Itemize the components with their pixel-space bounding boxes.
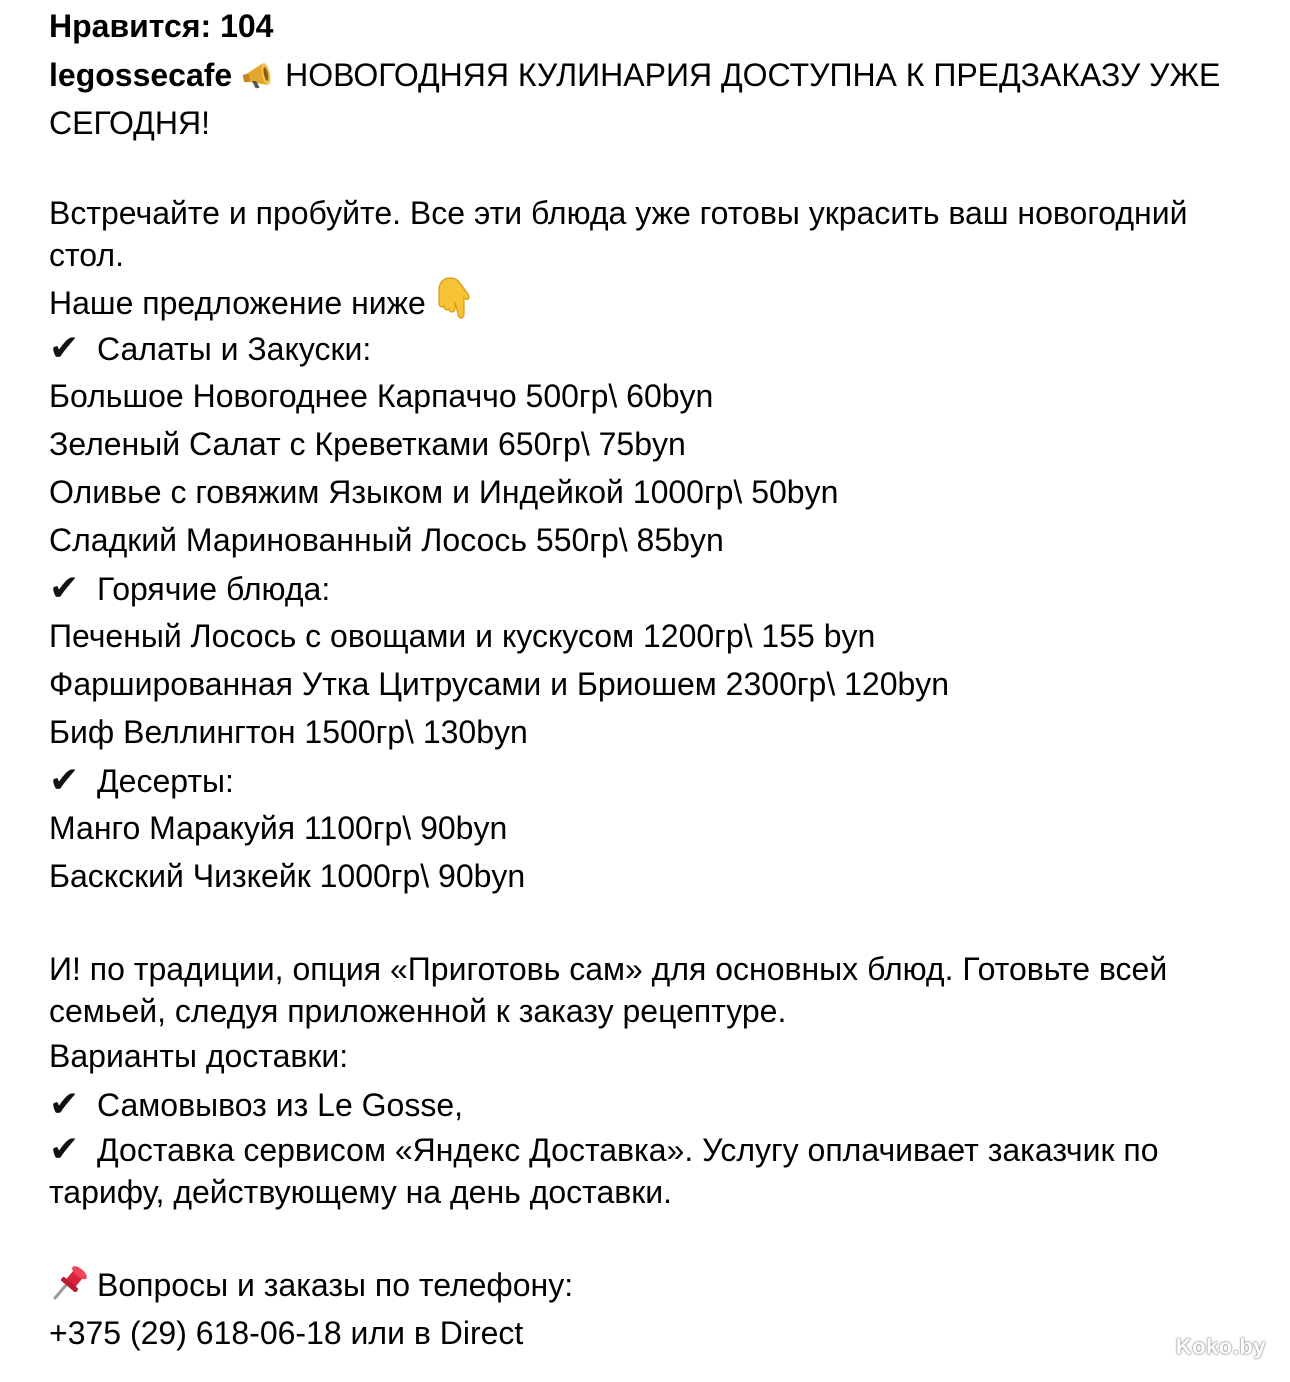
check-mark-icon: ✔ (49, 759, 80, 800)
check-mark-icon: ✔ (49, 1128, 80, 1169)
menu-item: Большое Новогоднее Карпаччо 500гр\ 60byn (49, 378, 714, 414)
offer-text: Наше предложение ниже (49, 285, 426, 321)
likes-count[interactable]: Нравится: 104 (49, 8, 274, 44)
contacts-title: Вопросы и заказы по телефону: (49, 1261, 1249, 1309)
menu-item: Печеный Лосось с овощами и кускусом 1200гр\ 155 byn (49, 618, 876, 654)
menu-item: Зеленый Салат с Креветками 650гр\ 75byn (49, 426, 686, 462)
caption-headline (49, 54, 1249, 144)
delivery-option: ✔ Самовывоз из Le Gosse, (49, 1080, 1249, 1128)
megaphone-icon (241, 58, 281, 102)
check-mark-icon: ✔ (49, 567, 80, 608)
spacer (49, 1213, 1249, 1261)
delivery-option: ✔ Доставка сервисом «Яндекс Доставка». Услугу оплачивает заказчик по тарифу, действующему на день доставки. (49, 1128, 1159, 1210)
pushpin-icon (49, 1262, 93, 1315)
pointing-down-icon (435, 276, 471, 333)
delivery-title: Варианты доставки: (49, 1038, 349, 1074)
menu-item: Манго Маракуйя 1100гр\ 90byn (49, 810, 508, 846)
watermark-logo: Koko.by (1175, 1334, 1266, 1359)
tradition-text: И! по традиции, опция «Приготовь сам» для основных блюд. Готовьте всей семьей, следуя приложенной к заказу рецептуре. (49, 951, 1168, 1029)
menu-item: Сладкий Маринованный Лосось 550гр\ 85byn (49, 522, 724, 558)
menu-item: Оливье с говяжим Языком и Индейкой 1000гр\ 50byn (49, 474, 839, 510)
spacer (49, 144, 1249, 192)
menu-item: Фаршированная Утка Цитрусами и Бриошем 2300гр\ 120byn (49, 666, 950, 702)
menu-item: Биф Веллингтон 1500гр\ 130byn (49, 714, 528, 750)
check-mark-icon: ✔ (49, 327, 80, 368)
check-mark-icon: ✔ (49, 1083, 80, 1124)
menu-item: Баскский Чизкейк 1000гр\ 90byn (49, 858, 526, 894)
section-title-hot: ✔ Горячие блюда: (49, 564, 1249, 612)
offer-line (49, 276, 1249, 324)
section-title-desserts: ✔ Десерты: (49, 756, 1249, 804)
contacts-phone[interactable]: +375 (29) 618-06-18 или в Direct (49, 1315, 524, 1351)
section-title-salads: ✔ Салаты и Закуски: (49, 324, 1249, 372)
spacer (49, 900, 1249, 948)
username-link[interactable]: legossecafe (49, 57, 233, 93)
headline-text: НОВОГОДНЯЯ КУЛИНАРИЯ ДОСТУПНА К ПРЕДЗАКАЗУ УЖЕ СЕГОДНЯ! (49, 57, 1230, 141)
intro-text: Встречайте и пробуйте. Все эти блюда уже готовы украсить ваш новогодний стол. (49, 195, 1188, 273)
post-caption (49, 6, 1249, 1357)
